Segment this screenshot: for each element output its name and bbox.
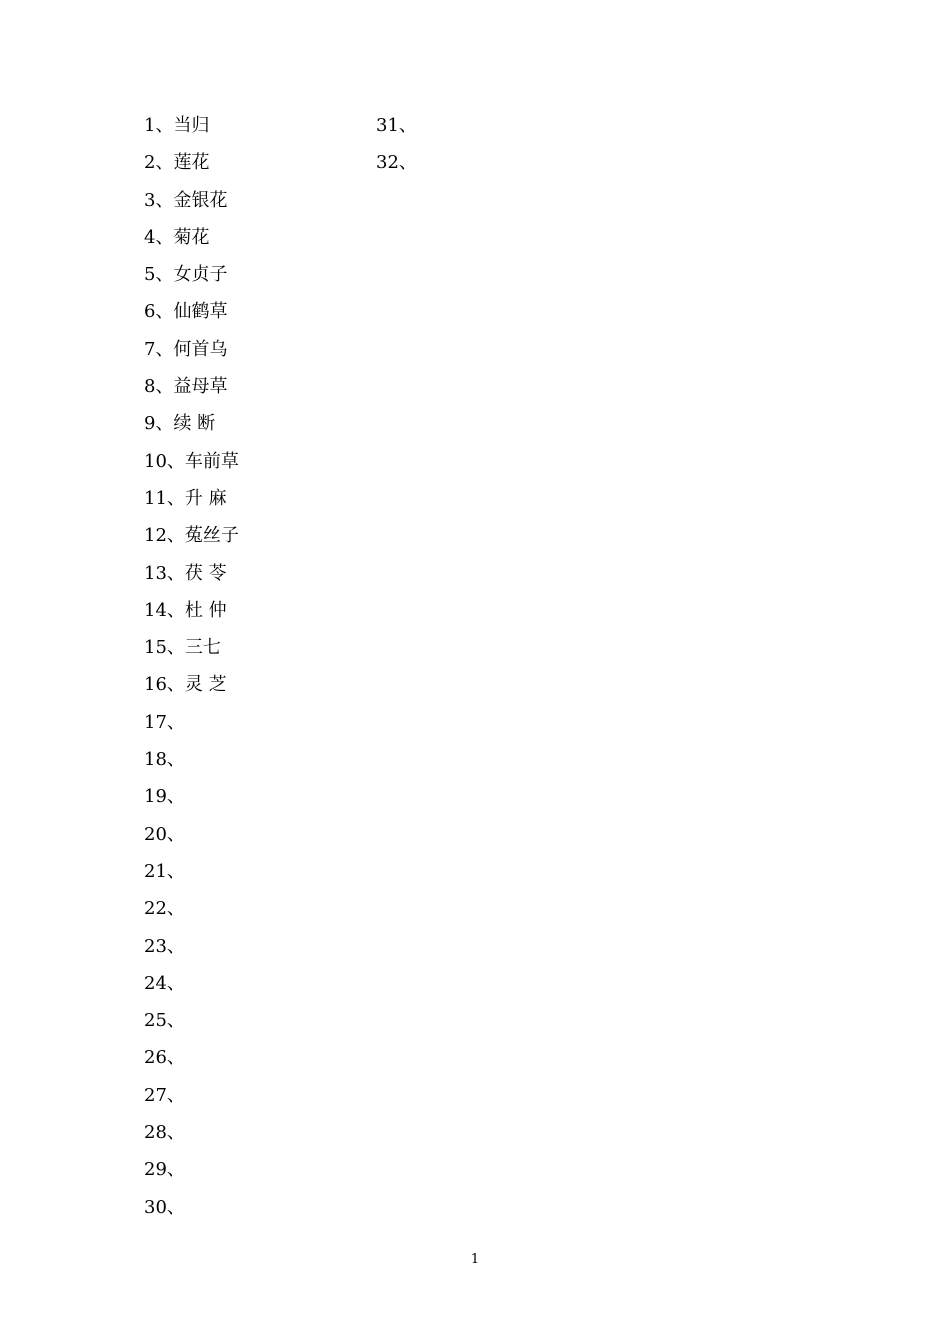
list-item: 14、杜 仲 (144, 599, 227, 621)
list-item: 30、 (144, 1196, 185, 1218)
list-item: 16、灵 芝 (144, 674, 227, 696)
list-item: 27、 (144, 1084, 185, 1106)
list-item: 25、 (144, 1010, 185, 1032)
list-item: 31、 (376, 115, 417, 136)
list-item: 9、续 断 (144, 413, 216, 435)
list-item: 3、金银花 (144, 189, 228, 211)
list-item: 5、女贞子 (144, 264, 228, 286)
list-item: 8、益母草 (144, 376, 228, 398)
list-column-left (144, 114, 239, 1233)
list-item: 6、仙鹤草 (144, 301, 228, 323)
list-item: 28、 (144, 1122, 185, 1144)
list-item: 2、莲花 (144, 152, 210, 174)
list-item: 10、车前草 (144, 450, 239, 472)
list-item: 26、 (144, 1047, 185, 1069)
list-item: 11、升 麻 (144, 487, 227, 509)
list-item: 22、 (144, 898, 185, 920)
list-item: 15、三七 (144, 637, 221, 659)
list-item: 29、 (144, 1159, 185, 1181)
list-item: 24、 (144, 972, 185, 994)
list-item: 23、 (144, 935, 185, 957)
list-item: 12、菟丝子 (144, 525, 239, 547)
list-item: 7、何首乌 (144, 338, 228, 360)
page-number: 1 (470, 1252, 480, 1267)
list-item: 21、 (144, 860, 185, 882)
list-item: 18、 (144, 749, 185, 771)
list-item: 32、 (376, 152, 417, 174)
list-column-right (376, 114, 417, 189)
list-item: 19、 (144, 786, 185, 808)
list-item: 17、 (144, 711, 185, 733)
list-item: 4、菊花 (144, 226, 210, 248)
list-item: 1、当归 (144, 115, 210, 136)
list-item: 20、 (144, 823, 185, 845)
list-item: 13、茯 苓 (144, 562, 227, 584)
